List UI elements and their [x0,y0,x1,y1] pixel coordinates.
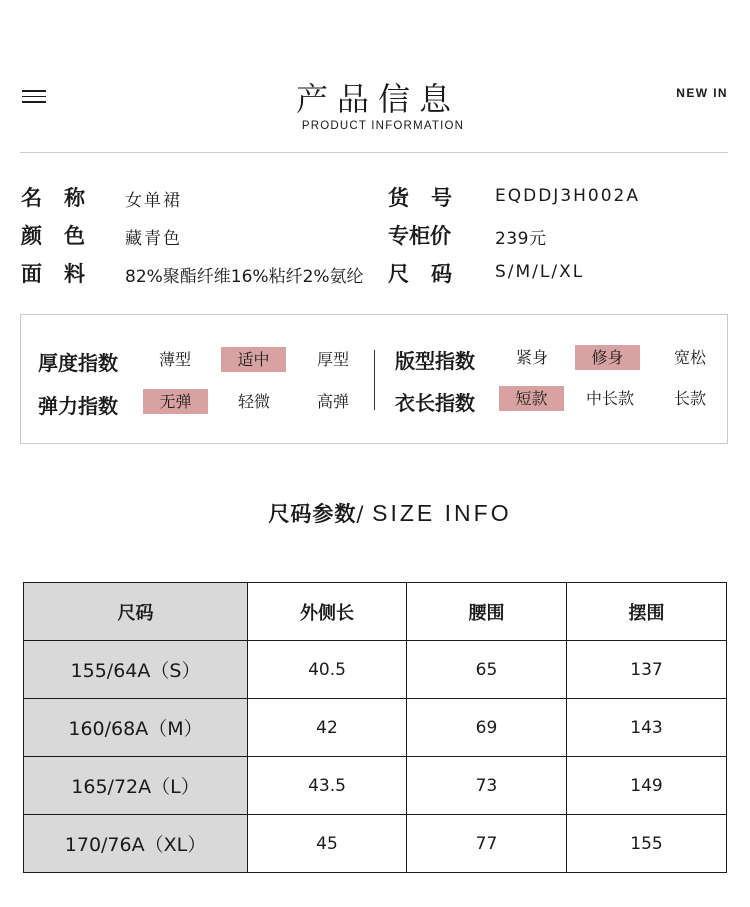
table-header-row [24,583,727,641]
elasticity-option-slight: 轻微 [237,392,270,411]
fabric-value: 82%聚酯纤维16%粘纤2%氨纶 [125,267,364,287]
hem-cell: 143 [567,699,727,757]
color-value: 藏青色 [125,229,182,249]
sku-label: 货号 [388,186,474,210]
thickness-option-thick: 厚型 [316,350,349,369]
length-label: 衣长指数 [395,391,475,415]
color-label: 颜色 [21,224,107,248]
elasticity-label: 弹力指数 [38,394,118,418]
name-value: 女单裙 [125,191,182,211]
page-title: 产品信息 [295,80,460,118]
size-info-heading [0,498,750,528]
thickness-option-thin: 薄型 [158,350,191,369]
size-info-title-cn: 尺码参数 [268,502,357,526]
length-option-long: 长款 [673,389,706,408]
elasticity-option-high: 高弹 [316,392,349,411]
fit-option-slim: 修身 [575,345,640,370]
fabric-label: 面料 [21,262,107,286]
table-row [24,641,727,699]
size-value: S/M/L/XL [495,262,585,282]
outer-length-cell: 40.5 [248,641,407,699]
size-label: 尺码 [388,262,474,286]
elasticity-option-none: 无弹 [143,389,208,414]
outer-length-cell: 45 [248,815,407,873]
size-cell: 165/72A（L） [24,757,248,815]
size-info-title-en: SIZE INFO [372,500,512,526]
size-info-separator: / [356,502,365,526]
price-value: 239元 [495,229,547,249]
fit-option-tight: 紧身 [515,348,548,367]
size-cell: 160/68A（M） [24,699,248,757]
size-cell: 170/76A（XL） [24,815,248,873]
header-outer-length: 外侧长 [248,583,407,641]
price-label: 专柜价 [388,224,451,248]
header-waist: 腰围 [407,583,567,641]
table-row [24,699,727,757]
table-row [24,815,727,873]
length-option-short: 短款 [499,386,564,411]
header-divider [20,152,728,153]
waist-cell: 73 [407,757,567,815]
size-table [23,582,727,873]
waist-cell: 69 [407,699,567,757]
outer-length-cell: 42 [248,699,407,757]
size-cell: 155/64A（S） [24,641,248,699]
waist-cell: 65 [407,641,567,699]
name-label: 名称 [21,186,107,210]
hem-cell: 149 [567,757,727,815]
header-hem: 摆围 [567,583,727,641]
index-divider [374,350,375,410]
header-size: 尺码 [24,583,248,641]
hem-cell: 137 [567,641,727,699]
thickness-option-medium: 适中 [221,347,286,372]
table-row [24,757,727,815]
page-subtitle: PRODUCT INFORMATION [301,120,465,132]
new-in-link[interactable]: NEW IN [676,86,728,100]
hem-cell: 155 [567,815,727,873]
length-option-mid: 中长款 [585,389,634,408]
thickness-label: 厚度指数 [38,351,118,375]
outer-length-cell: 43.5 [248,757,407,815]
sku-value: EQDDJ3H002A [495,186,640,206]
fit-label: 版型指数 [395,349,475,373]
waist-cell: 77 [407,815,567,873]
fit-option-loose: 宽松 [673,348,706,367]
